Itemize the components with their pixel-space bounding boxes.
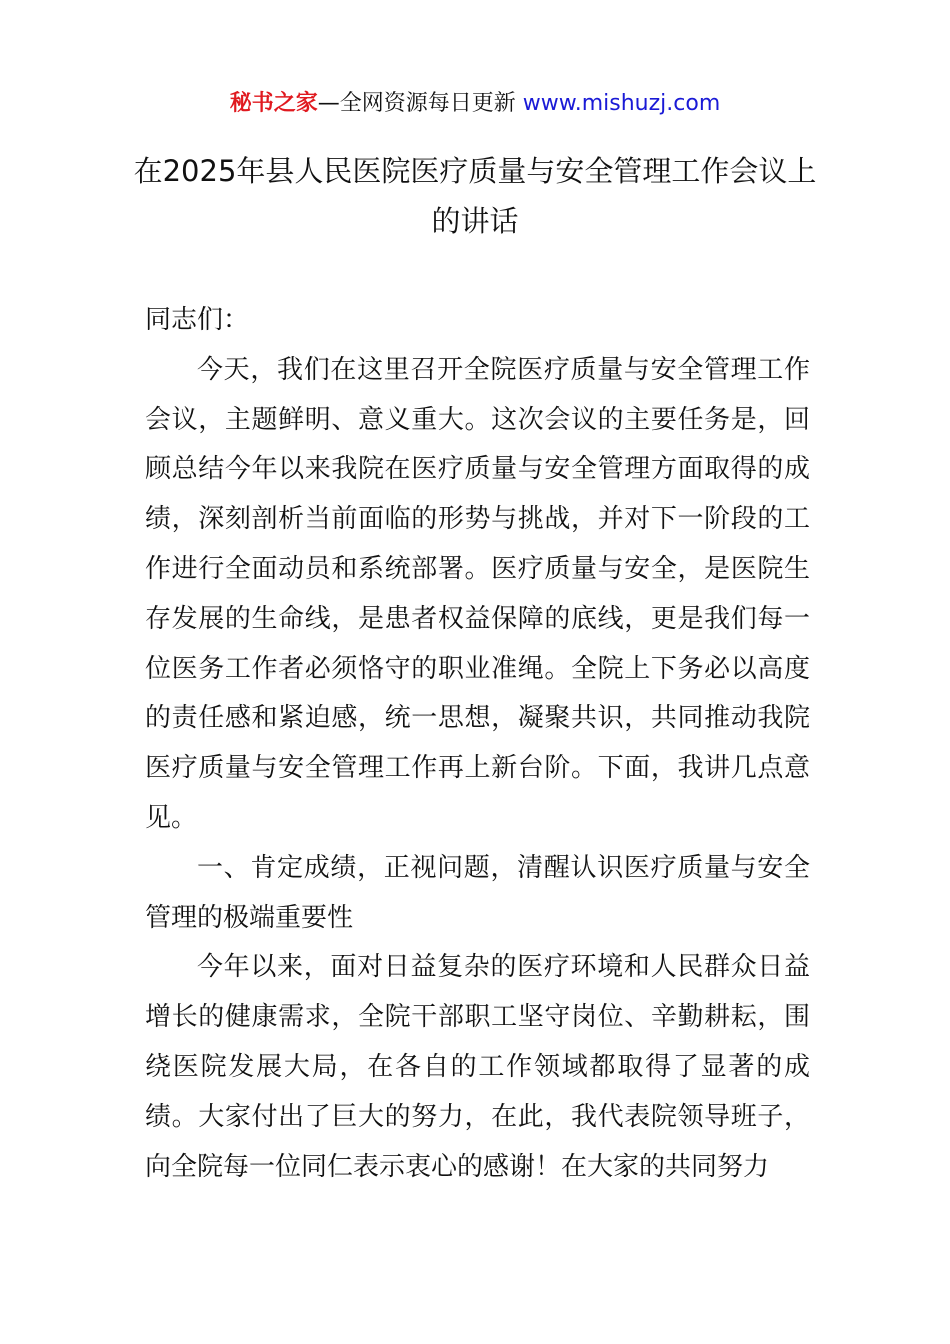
section-heading: 一、肯定成绩，正视问题，清醒认识医疗质量与安全管理的极端重要性 [145,852,810,933]
document-body [145,296,810,1192]
site-url[interactable]: www.mishuzj.com [522,91,721,116]
intro-paragraph: 今天，我们在这里召开全院医疗质量与安全管理工作会议，主题鲜明、意义重大。这次会议的主要任务是，回顾总结今年以来我院在医疗质量与安全管理方面取得的成绩，深刻剖析当前面临的形势与挑战，并对下一阶段的工作进行全面动员和系统部署。医疗质量与安全，是医院生存发展的生命线，是患者权益保障的底线，更是我们每一位医务工作者必须恪守的职业准绳。全院上下务必以高度的责任感和紧迫感，统一思想，凝聚共识，共同推动我院医疗质量与安全管理工作再上新台阶。下面，我讲几点意见。 [145,354,810,833]
header-slogan: —全网资源每日更新 [317,91,523,116]
site-header [0,88,950,120]
salutation: 同志们： [145,305,250,335]
brand-name: 秘书之家 [229,91,318,116]
section-paragraph: 今年以来，面对日益复杂的医疗环境和人民群众日益增长的健康需求，全院干部职工坚守岗位、辛勤耕耘，围绕医院发展大局，在各自的工作领域都取得了显著的成绩。大家付出了巨大的努力，在此，我代表院领导班子，向全院每一位同仁表示衷心的感谢！在大家的共同努力 [145,952,810,1182]
document-title: 在2025年县人民医院医疗质量与安全管理工作会议上的讲话 [133,154,817,238]
